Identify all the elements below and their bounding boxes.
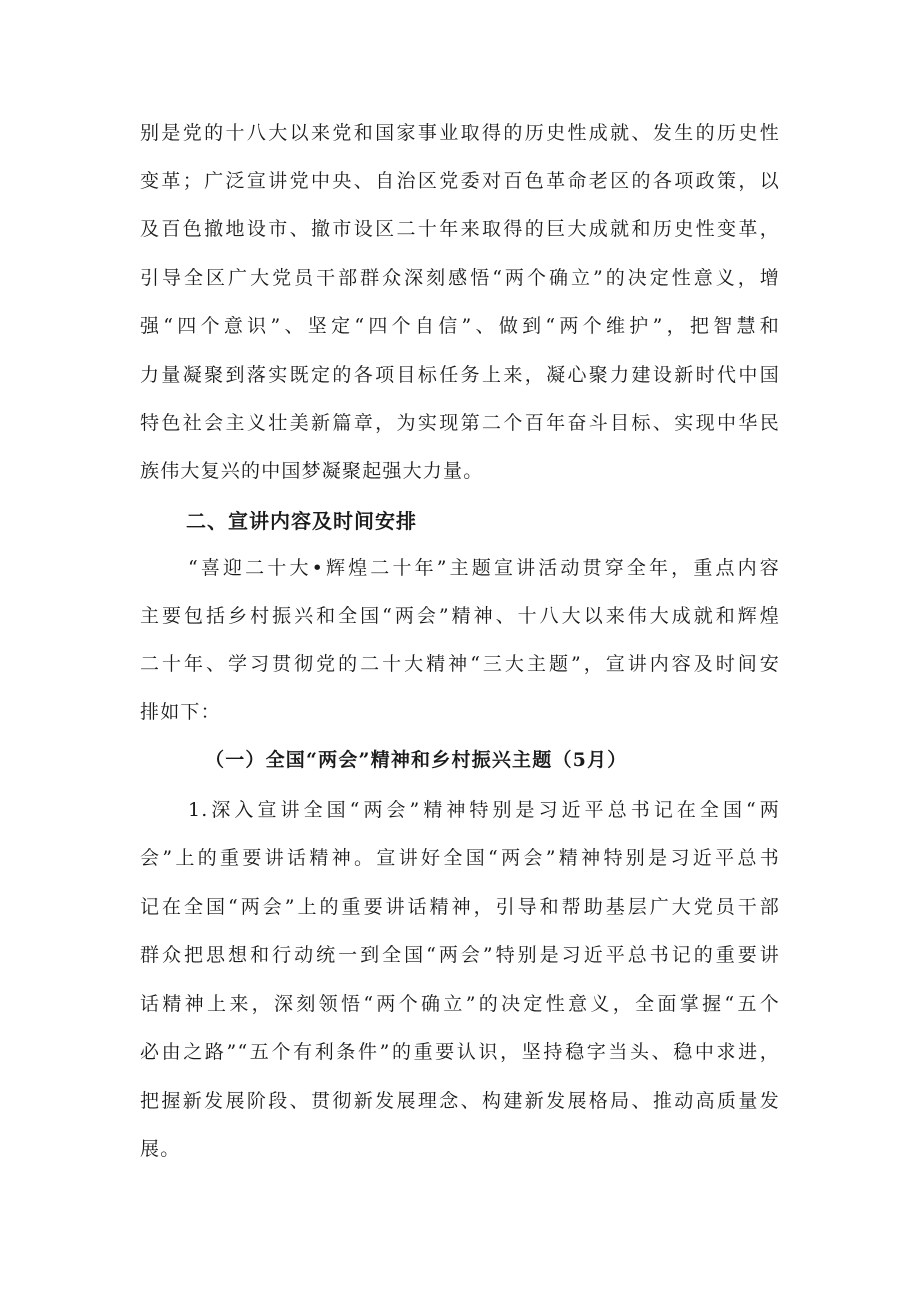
paragraph-line: 记在全国“两会”上的重要讲话精神，引导和帮助基层广大党员干部 (140, 896, 780, 918)
paragraph-line: 变革；广泛宣讲党中央、自治区党委对百色革命老区的各项政策，以 (140, 170, 780, 192)
paragraph-line: 把握新发展阶段、贯彻新发展理念、构建新发展格局、推动高质量发 (140, 1090, 780, 1112)
paragraph-line: 展。 (140, 1138, 181, 1160)
subsection-heading: （一）全国“两会”精神和乡村振兴主题（5月） (205, 749, 628, 771)
paragraph-line: 必由之路”“五个有利条件”的重要认识，坚持稳字当头、稳中求进， (140, 1041, 780, 1063)
section-heading: 二、宣讲内容及时间安排 (186, 509, 417, 533)
paragraph-line: 1.深入宣讲全国“两会”精神特别是习近平总书记在全国“两 (188, 799, 780, 821)
paragraph-line: 特色社会主义壮美新篇章，为实现第二个百年奋斗目标、实现中华民 (140, 412, 780, 434)
paragraph-line: 及百色撤地设市、撤市设区二十年来取得的巨大成就和历史性变革， (140, 218, 780, 240)
paragraph-line: 力量凝聚到落实既定的各项目标任务上来，凝心聚力建设新时代中国 (140, 364, 780, 386)
paragraph-line: 话精神上来，深刻领悟“两个确立”的决定性意义，全面掌握“五个 (140, 993, 780, 1015)
paragraph-line: 族伟大复兴的中国梦凝聚起强大力量。 (140, 460, 484, 482)
paragraph-line: 引导全区广大党员干部群众深刻感悟“两个确立”的决定性意义，增 (140, 267, 780, 289)
paragraph-line: 强“四个意识”、坚定“四个自信”、做到“两个维护”，把智慧和 (140, 315, 780, 337)
paragraph-line: 群众把思想和行动统一到全国“两会”特别是习近平总书记的重要讲 (140, 944, 780, 966)
paragraph-line: 别是党的十八大以来党和国家事业取得的历史性成就、发生的历史性 (140, 122, 780, 144)
paragraph-line: “喜迎二十大•辉煌二十年”主题宣讲活动贯穿全年，重点内容 (188, 557, 780, 579)
paragraph-line: 二十年、学习贯彻党的二十大精神“三大主题”，宣讲内容及时间安 (140, 653, 780, 675)
paragraph-line: 主要包括乡村振兴和全国“两会”精神、十八大以来伟大成就和辉煌 (140, 605, 780, 627)
paragraph-line: 排如下： (140, 701, 221, 723)
paragraph-line: 会”上的重要讲话精神。宣讲好全国“两会”精神特别是习近平总书 (140, 847, 780, 869)
